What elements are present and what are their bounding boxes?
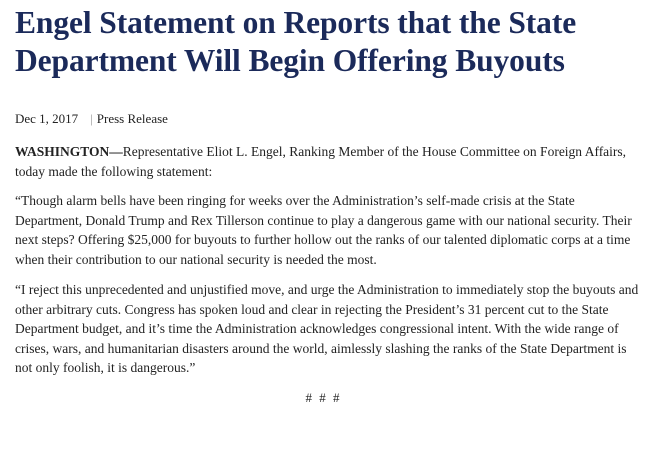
meta-separator: | [90,111,93,126]
quote-paragraph-2: “I reject this unprecedented and unjustified move, and urge the Administration to immediately stop the buyouts and other arbitrary cuts. Congress has spoken loud and clear in rejecting the President’s 31 percent cut to the State Department budget, and it’s time the Administration acknowledges congressional intent. With the wide range of crises, wars, and humanitarian disasters around the world, aimlessly slashing the ranks of the State Department is not only foolish, it is dangerous.” [15,282,639,375]
article-meta [15,111,640,127]
press-release-article [15,0,640,406]
article-title: Engel Statement on Reports that the State Department Will Begin Offering Buyouts [15,5,577,78]
intro-paragraph [15,142,640,181]
article-category: Press Release [96,111,168,126]
quote-paragraph-1: “Though alarm bells have been ringing for weeks over the Administration’s self-made crisis at the State Department, Donald Trump and Rex Tillerson continue to play a dangerous game with our national security. Their next steps? Offering $25,000 for buyouts to further hollow out the ranks of our talented diplomatic corps at a time when their contribution to our national security is needed the most. [15,193,632,267]
end-mark: # # # [305,389,342,405]
publish-date: Dec 1, 2017 [15,111,79,126]
dateline: WASHINGTON— [15,144,123,159]
intro-text: Representative Eliot L. Engel, Ranking Member of the House Committee on Foreign Affairs, today made the following statement: [15,144,627,179]
